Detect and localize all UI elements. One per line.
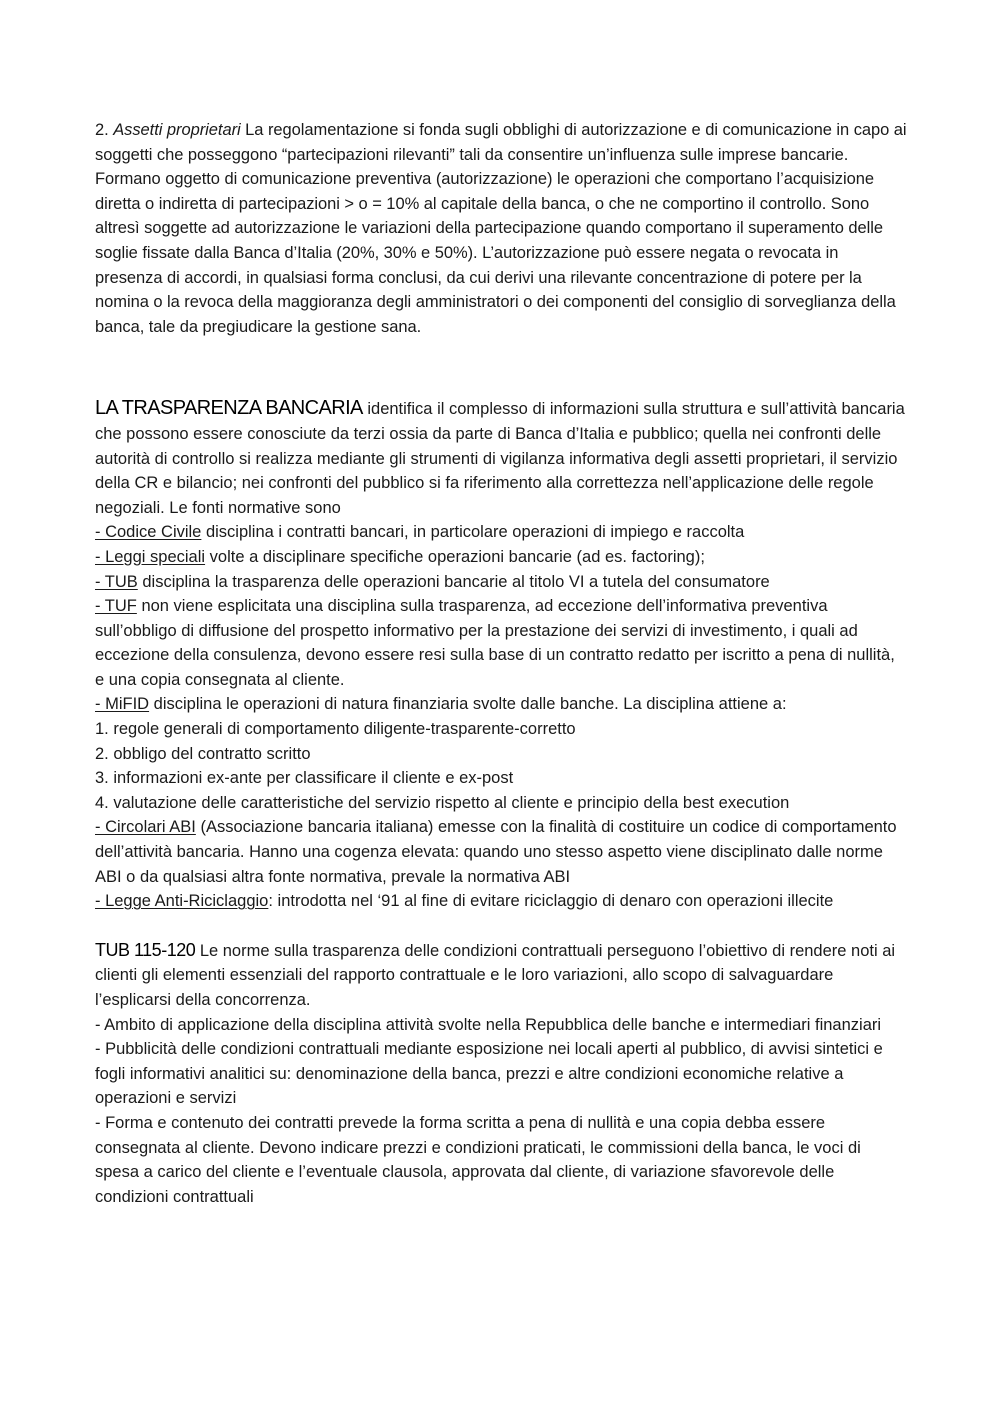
source-item (95, 815, 907, 889)
list-item: - Ambito di applicazione della disciplina attività svolte nella Repubblica delle banche e intermediari finanziari (95, 1015, 882, 1034)
source-item (95, 545, 907, 570)
intro-paragraph (95, 396, 907, 520)
section-number: 2. (95, 121, 114, 139)
section-assetti-proprietari (95, 118, 907, 339)
source-label: - Codice Civile (95, 523, 202, 542)
section-body: La regolamentazione si fonda sugli obblighi di autorizzazione e di comunicazione in capo ai soggetti che posseggono “partecipazioni rilevanti” tali da consentire un’influenza sulle imprese bancarie. Formano oggetto di comunicazione preventiva (autorizzazione) le operazioni che comportano l’acquisizione diretta o indiretta di partecipazioni > o = 10% al capitale della banca, o che ne comportino il controllo. Sono altresì soggette ad autorizzazione le variazioni della partecipazione quando comportano il superamento delle soglie fissate dalla Banca d’Italia (20%, 30% e 50%). L’autorizzazione può essere negata o revocata in presenza di accordi, in qualsiasi forma conclusi, da cui derivi una rilevante concentrazione di potere per la nomina o la revoca della maggioranza degli amministratori o dei componenti del consiglio di sorveglianza della banca, tale da pregiudicare la gestione sana. (95, 121, 907, 336)
section-heading: TUB 115-120 (95, 939, 196, 960)
source-text: volte a disciplinare specifiche operazioni bancarie (ad es. factoring); (205, 547, 705, 566)
document-page (95, 118, 907, 1209)
source-item (95, 594, 907, 692)
source-label: - TUF (95, 597, 137, 616)
list-item: - Forma e contenuto dei contratti prevede la forma scritta a pena di nullità e una copia debba essere consegnata al cliente. Devono indicare prezzi e condizioni praticati, le commissioni della banca, le voci di spesa a carico del cliente e l’eventuale clausola, approvata dal cliente, di variazione sfavorevole delle condizioni contrattuali (95, 1113, 861, 1206)
intro-text: identifica il complesso di informazioni sulla struttura e sull’attività bancaria che possono essere conosciute da terzi ossia da parte di Banca d’Italia e pubblico; quella nei confronti delle autorità di controllo si realizza mediante gli strumenti di vigilanza informativa degli assetti proprietari, il servizio della CR e bilancio; nei confronti del pubblico si fa riferimento alla correttezza nell’applicazione delle regole negoziali. Le fonti normative sono (95, 400, 905, 517)
source-item (95, 570, 907, 595)
section-title: Assetti proprietari (113, 121, 241, 139)
source-text: non viene esplicitata una disciplina sulla trasparenza, ad eccezione dell’informativa preventiva sull’obbligo di diffusione del prospetto informativo per la prestazione dei servizi di investimento, i quali ad eccezione della consulenza, devono essere resi sulla base di un contratto redatto per iscritto a pena di nullità, e una copia consegnata al cliente. (95, 597, 895, 689)
mifid-item: 3. informazioni ex-ante per classificare il cliente e ex-post (95, 769, 514, 788)
mifid-item: 2. obbligo del contratto scritto (95, 744, 311, 763)
source-item (95, 889, 907, 914)
list-item: - Pubblicità delle condizioni contrattuali mediante esposizione nei locali aperti al pubblico, di avvisi sintetici e fogli informativi analitici su: denominazione della banca, prezzi e altre condizioni economiche relative a operazioni e servizi (95, 1040, 883, 1108)
source-item (95, 520, 907, 545)
section-trasparenza-bancaria (95, 396, 907, 913)
intro-text: Le norme sulla trasparenza delle condizioni contrattuali perseguono l’obiettivo di rendere noti ai clienti gli elementi essenziali del rapporto contrattuale e le loro variazioni, allo scopo di salvaguardare l’esplicarsi della concorrenza. (95, 941, 896, 1009)
source-text: disciplina i contratti bancari, in particolare operazioni di impiego e raccolta (201, 523, 745, 542)
mifid-item: 1. regole generali di comportamento diligente-trasparente-corretto (95, 720, 576, 739)
source-text: disciplina le operazioni di natura finanziaria svolte dalle banche. La disciplina attiene a: (149, 695, 787, 714)
mifid-item: 4. valutazione delle caratteristiche del servizio rispetto al cliente e principio della best execution (95, 793, 790, 812)
source-text: : introdotta nel ‘91 al fine di evitare riciclaggio di denaro con operazioni illecite (268, 892, 834, 911)
section-tub-115-120 (95, 938, 907, 1210)
source-label: - MiFID (95, 695, 150, 714)
source-text: disciplina la trasparenza delle operazioni bancarie al titolo VI a tutela del consumatore (137, 572, 770, 591)
intro-paragraph (95, 938, 907, 1013)
section-heading: LA TRASPARENZA BANCARIA (95, 397, 363, 420)
source-label: - Leggi speciali (95, 547, 206, 566)
source-label: - Circolari ABI (95, 818, 196, 837)
source-label: - TUB (95, 572, 138, 591)
source-item (95, 692, 907, 717)
source-text: (Associazione bancaria italiana) emesse con la finalità di costituire un codice di comportamento dell’attività bancaria. Hanno una cogenza elevata: quando uno stesso aspetto viene disciplinato dalle norme ABI o da qualsiasi altra fonte normativa, prevale la normativa ABI (95, 818, 897, 886)
source-label: - Legge Anti-Riciclaggio (95, 892, 269, 911)
